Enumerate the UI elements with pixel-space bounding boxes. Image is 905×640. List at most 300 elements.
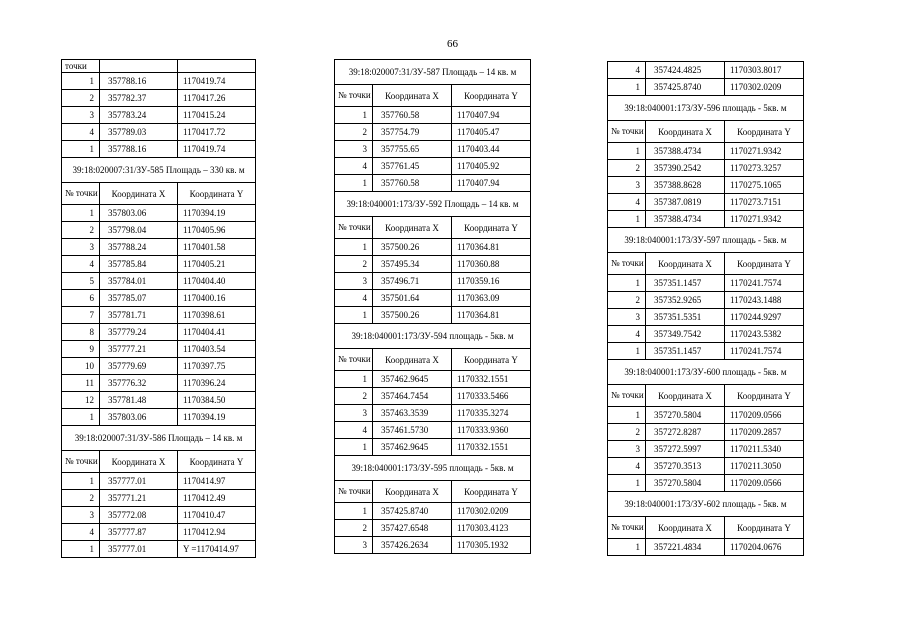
point-number: 2 (335, 388, 373, 405)
point-number: 1 (335, 503, 373, 520)
coordinate-y: 1170204.0676 (725, 539, 804, 556)
table-row (335, 175, 531, 192)
coordinate-x: 357351.1457 (646, 275, 725, 292)
table-row (335, 256, 531, 273)
point-number: 2 (62, 490, 100, 507)
column-header-y: Координата Y (725, 253, 804, 275)
table-row (608, 143, 804, 160)
coordinate-y: 1170404.40 (178, 273, 256, 290)
table-row (335, 520, 531, 537)
coordinate-y: 1170417.26 (178, 90, 256, 107)
point-number: 4 (62, 524, 100, 541)
coordinate-y: 1170303.4123 (452, 520, 531, 537)
column-header-x: Координата X (373, 217, 452, 239)
table-row (608, 79, 804, 96)
point-number: 1 (62, 409, 100, 426)
header-row (608, 385, 804, 407)
header-row (608, 253, 804, 275)
coordinate-x: 357777.21 (100, 341, 178, 358)
table-row (335, 405, 531, 422)
point-number: 4 (608, 326, 646, 343)
column-header-x: Координата X (646, 253, 725, 275)
point-number: 4 (335, 290, 373, 307)
coordinate-y: 1170400.16 (178, 290, 256, 307)
coordinate-x: 357785.07 (100, 290, 178, 307)
coordinate-y: Y =1170414.97 (178, 541, 256, 558)
coordinate-x: 357500.26 (373, 239, 452, 256)
coordinate-x: 357463.3539 (373, 405, 452, 422)
column-header-number: № точки (62, 183, 100, 205)
point-number: 1 (608, 539, 646, 556)
coordinate-y: 1170333.5466 (452, 388, 531, 405)
table-row (335, 371, 531, 388)
point-number: 5 (62, 273, 100, 290)
coordinate-x: 357776.32 (100, 375, 178, 392)
coordinate-y: 1170243.5382 (725, 326, 804, 343)
parcel-caption-row (62, 426, 256, 451)
coordinate-y: 1170333.9360 (452, 422, 531, 439)
parcel-caption-row (335, 456, 531, 481)
coordinate-y: 1170273.3257 (725, 160, 804, 177)
header-row (608, 121, 804, 143)
point-number: 3 (608, 177, 646, 194)
coordinate-x: 357501.64 (373, 290, 452, 307)
point-number: 3 (335, 405, 373, 422)
table-row (62, 307, 256, 324)
point-number: 2 (608, 160, 646, 177)
coordinate-y: 1170209.0566 (725, 407, 804, 424)
table-row (62, 73, 256, 90)
coordinate-x: 357777.01 (100, 541, 178, 558)
coordinate-x: 357221.4834 (646, 539, 725, 556)
column-header-number: № точки (608, 253, 646, 275)
coordinate-x: 357754.79 (373, 124, 452, 141)
page-number: 66 (447, 38, 458, 50)
column-header-x: Координата X (646, 121, 725, 143)
point-number: 4 (608, 62, 646, 79)
coordinate-x: 357388.4734 (646, 143, 725, 160)
coordinate-x: 357782.37 (100, 90, 178, 107)
table-row (335, 141, 531, 158)
coordinate-x: 357387.0819 (646, 194, 725, 211)
empty-cell (100, 60, 178, 73)
coordinate-x: 357788.24 (100, 239, 178, 256)
column-header-x: Координата X (646, 517, 725, 539)
coordinate-y: 1170241.7574 (725, 275, 804, 292)
coordinate-y: 1170332.1551 (452, 371, 531, 388)
point-number: 1 (608, 143, 646, 160)
coordinate-y: 1170360.88 (452, 256, 531, 273)
column-header-number: № точки (335, 481, 373, 503)
coordinate-y: 1170401.58 (178, 239, 256, 256)
coordinate-x: 357462.9645 (373, 439, 452, 456)
table-row (62, 239, 256, 256)
column-header-x: Координата X (373, 349, 452, 371)
point-number: 1 (335, 107, 373, 124)
coordinate-x: 357427.6548 (373, 520, 452, 537)
coordinates-table (61, 59, 256, 558)
point-number: 4 (335, 422, 373, 439)
table-row (608, 424, 804, 441)
table-row (335, 158, 531, 175)
coordinate-x: 357388.8628 (646, 177, 725, 194)
point-number: 1 (335, 175, 373, 192)
coordinate-y: 1170303.8017 (725, 62, 804, 79)
coordinate-x: 357464.7454 (373, 388, 452, 405)
column-header-number: № точки (335, 85, 373, 107)
coordinate-y: 1170271.9342 (725, 143, 804, 160)
coordinate-x: 357783.24 (100, 107, 178, 124)
coordinate-x: 357388.4734 (646, 211, 725, 228)
coordinate-x: 357272.5997 (646, 441, 725, 458)
coordinate-y: 1170363.09 (452, 290, 531, 307)
point-number: 3 (608, 309, 646, 326)
column-header-x: Координата X (373, 481, 452, 503)
point-number: 2 (335, 256, 373, 273)
point-number: 1 (62, 205, 100, 222)
point-number: 1 (335, 371, 373, 388)
parcel-caption-row (335, 324, 531, 349)
coordinate-y: 1170404.41 (178, 324, 256, 341)
point-number: 4 (608, 458, 646, 475)
coordinate-x: 357462.9645 (373, 371, 452, 388)
table-row (62, 141, 256, 158)
coordinate-y: 1170211.3050 (725, 458, 804, 475)
coordinate-y: 1170407.94 (452, 175, 531, 192)
coordinate-x: 357500.26 (373, 307, 452, 324)
column-header-y: Координата Y (178, 183, 256, 205)
table-row (62, 375, 256, 392)
table-row (62, 205, 256, 222)
table-row (608, 275, 804, 292)
coordinate-x: 357495.34 (373, 256, 452, 273)
table-row (608, 309, 804, 326)
point-number: 3 (62, 107, 100, 124)
coordinate-y: 1170335.3274 (452, 405, 531, 422)
table-row (335, 439, 531, 456)
coordinate-x: 357496.71 (373, 273, 452, 290)
table-row (335, 124, 531, 141)
coordinates-column-2 (334, 59, 531, 554)
parcel-caption-row (335, 60, 531, 85)
coordinate-y: 1170271.9342 (725, 211, 804, 228)
coordinate-x: 357777.01 (100, 473, 178, 490)
point-number: 3 (62, 239, 100, 256)
empty-cell (178, 60, 256, 73)
point-number: 4 (608, 194, 646, 211)
point-number: 1 (608, 211, 646, 228)
coordinate-y: 1170364.81 (452, 307, 531, 324)
table-row (62, 222, 256, 239)
coordinate-x: 357803.06 (100, 409, 178, 426)
parcel-caption: 39:18:020007:31/ЗУ-587 Площадь – 14 кв. м (335, 60, 531, 85)
coordinate-y: 1170243.1488 (725, 292, 804, 309)
point-number: 4 (335, 158, 373, 175)
coordinate-x: 357351.1457 (646, 343, 725, 360)
coordinate-y: 1170273.7151 (725, 194, 804, 211)
coordinate-x: 357351.5351 (646, 309, 725, 326)
coordinate-x: 357425.8740 (373, 503, 452, 520)
coordinate-x: 357425.8740 (646, 79, 725, 96)
coordinate-y: 1170405.96 (178, 222, 256, 239)
table-row (608, 326, 804, 343)
point-number: 1 (608, 275, 646, 292)
coordinate-y: 1170396.24 (178, 375, 256, 392)
table-row (62, 524, 256, 541)
coordinate-y: 1170398.61 (178, 307, 256, 324)
table-row (62, 341, 256, 358)
point-number: 7 (62, 307, 100, 324)
table-row (335, 107, 531, 124)
table-row (62, 473, 256, 490)
coordinate-x: 357461.5730 (373, 422, 452, 439)
table-row (608, 539, 804, 556)
coordinate-x: 357760.58 (373, 107, 452, 124)
point-number: 3 (335, 141, 373, 158)
column-header-x: Координата X (373, 85, 452, 107)
table-row (62, 490, 256, 507)
point-number: 2 (608, 292, 646, 309)
coordinate-x: 357349.7542 (646, 326, 725, 343)
table-row (62, 107, 256, 124)
coordinates-table (607, 61, 804, 556)
point-number: 1 (335, 439, 373, 456)
point-number: 3 (608, 441, 646, 458)
point-number: 2 (335, 124, 373, 141)
column-header-y: Координата Y (452, 481, 531, 503)
column-header-x: Координата X (646, 385, 725, 407)
point-number: 4 (62, 124, 100, 141)
table-row (62, 290, 256, 307)
table-row (335, 239, 531, 256)
header-row (335, 349, 531, 371)
header-row (335, 85, 531, 107)
coordinate-y: 1170412.49 (178, 490, 256, 507)
coordinate-x: 357760.58 (373, 175, 452, 192)
coordinate-x: 357390.2542 (646, 160, 725, 177)
coordinate-x: 357781.48 (100, 392, 178, 409)
parcel-caption: 39:18:040001:173/ЗУ-596 площадь - 5кв. м (608, 96, 804, 121)
point-number: 3 (62, 507, 100, 524)
coordinate-y: 1170403.54 (178, 341, 256, 358)
point-number: 12 (62, 392, 100, 409)
coordinate-y: 1170209.2857 (725, 424, 804, 441)
table-row (608, 160, 804, 177)
point-number: 1 (335, 239, 373, 256)
coordinate-x: 357270.5804 (646, 475, 725, 492)
table-row (335, 273, 531, 290)
point-number: 1 (335, 307, 373, 324)
table-row (335, 537, 531, 554)
coordinate-y: 1170397.75 (178, 358, 256, 375)
parcel-caption: 39:18:040001:173/ЗУ-602 площадь - 5кв. м (608, 492, 804, 517)
table-row (608, 407, 804, 424)
coordinate-y: 1170305.1932 (452, 537, 531, 554)
table-row (62, 60, 256, 73)
point-number: 1 (62, 73, 100, 90)
coordinate-y: 1170211.5340 (725, 441, 804, 458)
table-row (62, 392, 256, 409)
parcel-caption: 39:18:020007:31/ЗУ-586 Площадь – 14 кв. м (62, 426, 256, 451)
coordinate-y: 1170244.9297 (725, 309, 804, 326)
coordinate-y: 1170241.7574 (725, 343, 804, 360)
coordinate-x: 357781.71 (100, 307, 178, 324)
point-number: 1 (608, 407, 646, 424)
header-row (62, 183, 256, 205)
coordinate-x: 357788.16 (100, 73, 178, 90)
header-row (335, 481, 531, 503)
parcel-caption-row (62, 158, 256, 183)
coordinate-y: 1170394.19 (178, 205, 256, 222)
table-row (62, 124, 256, 141)
table-row (608, 211, 804, 228)
table-row (335, 388, 531, 405)
table-row (608, 292, 804, 309)
point-number: 1 (608, 343, 646, 360)
parcel-caption: 39:18:040001:173/ЗУ-592 Площадь – 14 кв. м (335, 192, 531, 217)
table-row (62, 324, 256, 341)
point-number: 2 (608, 424, 646, 441)
table-row (608, 177, 804, 194)
point-number: 1 (608, 475, 646, 492)
table-row (608, 475, 804, 492)
coordinate-y: 1170209.0566 (725, 475, 804, 492)
column-header-number: № точки (608, 517, 646, 539)
coordinate-y: 1170302.0209 (452, 503, 531, 520)
point-number: 3 (335, 537, 373, 554)
point-number: 4 (62, 256, 100, 273)
point-number: 1 (62, 541, 100, 558)
column-header-y: Координата Y (725, 385, 804, 407)
parcel-caption-row (608, 492, 804, 517)
coordinate-x: 357785.84 (100, 256, 178, 273)
coordinate-x: 357789.03 (100, 124, 178, 141)
coordinate-x: 357424.4825 (646, 62, 725, 79)
column-header-number: № точки (608, 385, 646, 407)
coordinate-y: 1170419.74 (178, 73, 256, 90)
table-row (62, 358, 256, 375)
coordinate-y: 1170364.81 (452, 239, 531, 256)
coordinate-y: 1170419.74 (178, 141, 256, 158)
point-number: 9 (62, 341, 100, 358)
coordinate-x: 357777.87 (100, 524, 178, 541)
column-header-number: № точки (335, 217, 373, 239)
parcel-caption: 39:18:040001:173/ЗУ-597 площадь - 5кв. м (608, 228, 804, 253)
table-row (62, 541, 256, 558)
coordinates-table (334, 59, 531, 554)
point-number: 2 (62, 90, 100, 107)
coordinate-y: 1170405.92 (452, 158, 531, 175)
table-row (335, 307, 531, 324)
coordinate-x: 357426.2634 (373, 537, 452, 554)
coordinate-y: 1170384.50 (178, 392, 256, 409)
coordinate-y: 1170405.47 (452, 124, 531, 141)
coordinate-y: 1170415.24 (178, 107, 256, 124)
coordinate-y: 1170359.16 (452, 273, 531, 290)
column-header-y: Координата Y (178, 451, 256, 473)
header-row (608, 517, 804, 539)
column-header-y: Координата Y (725, 121, 804, 143)
point-number: 11 (62, 375, 100, 392)
coordinate-x: 357788.16 (100, 141, 178, 158)
coordinate-y: 1170407.94 (452, 107, 531, 124)
point-number: 2 (335, 520, 373, 537)
coordinates-column-3 (607, 61, 804, 556)
coordinate-x: 357772.08 (100, 507, 178, 524)
coordinate-x: 357771.21 (100, 490, 178, 507)
table-row (62, 90, 256, 107)
parcel-caption-row (608, 96, 804, 121)
table-row (608, 343, 804, 360)
coordinates-column-1 (61, 59, 256, 558)
table-row (62, 507, 256, 524)
column-header-x: Координата X (100, 451, 178, 473)
coordinate-y: 1170394.19 (178, 409, 256, 426)
coordinate-x: 357784.01 (100, 273, 178, 290)
parcel-caption: 39:18:040001:173/ЗУ-600 площадь - 5кв. м (608, 360, 804, 385)
column-header-number: № точки (335, 349, 373, 371)
coordinate-x: 357352.9265 (646, 292, 725, 309)
table-row (62, 273, 256, 290)
coordinate-y: 1170410.47 (178, 507, 256, 524)
column-header-x: Координата X (100, 183, 178, 205)
coordinate-x: 357779.69 (100, 358, 178, 375)
point-number: 1 (608, 79, 646, 96)
coordinate-y: 1170417.72 (178, 124, 256, 141)
coordinate-y: 1170302.0209 (725, 79, 804, 96)
parcel-caption: 39:18:040001:173/ЗУ-595 площадь - 5кв. м (335, 456, 531, 481)
table-row (608, 194, 804, 211)
point-number: 8 (62, 324, 100, 341)
point-number: 10 (62, 358, 100, 375)
header-row (62, 451, 256, 473)
coordinate-x: 357779.24 (100, 324, 178, 341)
column-header-number: № точки (608, 121, 646, 143)
parcel-caption-row (608, 228, 804, 253)
coordinate-y: 1170332.1551 (452, 439, 531, 456)
parcel-caption: 39:18:040001:173/ЗУ-594 площадь - 5кв. м (335, 324, 531, 349)
coordinate-x: 357272.8287 (646, 424, 725, 441)
header-row (335, 217, 531, 239)
coordinate-y: 1170403.44 (452, 141, 531, 158)
column-header-y: Координата Y (725, 517, 804, 539)
coordinate-x: 357803.06 (100, 205, 178, 222)
column-header-number: точки (62, 60, 100, 73)
table-row (608, 62, 804, 79)
column-header-number: № точки (62, 451, 100, 473)
coordinate-x: 357270.3513 (646, 458, 725, 475)
point-number: 2 (62, 222, 100, 239)
coordinate-x: 357755.65 (373, 141, 452, 158)
column-header-y: Координата Y (452, 349, 531, 371)
table-row (62, 409, 256, 426)
coordinate-y: 1170412.94 (178, 524, 256, 541)
coordinate-y: 1170414.97 (178, 473, 256, 490)
table-row (335, 503, 531, 520)
coordinate-x: 357270.5804 (646, 407, 725, 424)
parcel-caption-row (608, 360, 804, 385)
table-row (335, 422, 531, 439)
table-row (608, 458, 804, 475)
coordinate-x: 357761.45 (373, 158, 452, 175)
table-row (62, 256, 256, 273)
coordinate-y: 1170405.21 (178, 256, 256, 273)
point-number: 3 (335, 273, 373, 290)
column-header-y: Координата Y (452, 217, 531, 239)
point-number: 6 (62, 290, 100, 307)
point-number: 1 (62, 141, 100, 158)
coordinate-y: 1170275.1065 (725, 177, 804, 194)
